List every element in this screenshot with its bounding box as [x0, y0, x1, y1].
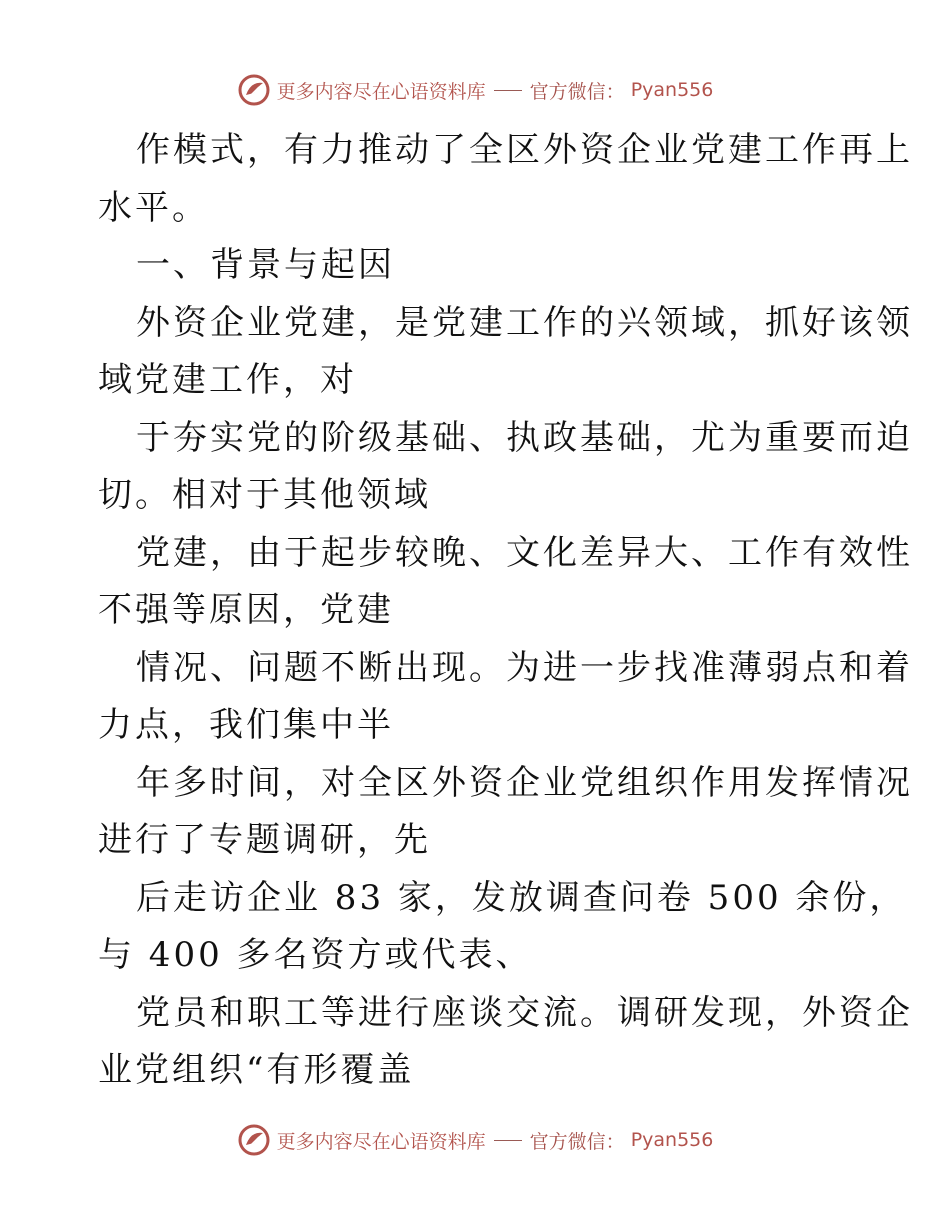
- text-line: 切。相对于其他领域: [98, 475, 431, 515]
- text-line: 进行了专题调研，先: [98, 820, 431, 860]
- watermark-brand: 更多内容尽在心语资料库: [276, 80, 486, 103]
- watermark-wechat-label: 官方微信：: [529, 1130, 625, 1153]
- document-body: [98, 122, 913, 1100]
- watermark-dash: [494, 90, 522, 91]
- text-line: 力点，我们集中半: [98, 705, 394, 745]
- text-line: 党员和职工等进行座谈交流。调研发现，外资企: [136, 992, 913, 1033]
- text-line: 情况、问题不断出现。为进一步找准薄弱点和着: [136, 647, 913, 688]
- watermark-dash: [494, 1140, 522, 1141]
- text-line: 作模式，有力推动了全区外资企业党建工作再上: [136, 130, 913, 170]
- text-line: 后走访企业 83 家，发放调查问卷 500 余份，: [136, 877, 907, 918]
- text-line: 年多时间，对全区外资企业党组织作用发挥情况: [136, 762, 913, 803]
- header-watermark: [0, 70, 950, 110]
- text-line: 一、背景与起因: [136, 245, 395, 285]
- text-line: 业党组织“有形覆盖: [98, 1050, 415, 1090]
- text-line: 党建，由于起步较晚、文化差异大、工作有效性: [136, 532, 913, 573]
- logo-icon: [237, 73, 271, 107]
- text-line: 域党建工作，对: [98, 360, 357, 400]
- watermark-brand: 更多内容尽在心语资料库: [276, 1130, 486, 1153]
- text-line: 不强等原因，党建: [98, 590, 394, 630]
- text-line: 与 400 多名资方或代表、: [98, 935, 533, 975]
- watermark-wechat-id: Pyan556: [630, 79, 714, 101]
- text-line: 于夯实党的阶级基础、执政基础，尤为重要而迫: [136, 417, 913, 458]
- text-line: 水平。: [98, 187, 209, 228]
- text-line: 外资企业党建，是党建工作的兴领域，抓好该领: [136, 302, 913, 343]
- footer-watermark: [0, 1120, 950, 1160]
- logo-icon: [237, 1123, 271, 1157]
- watermark-wechat-id: Pyan556: [630, 1129, 714, 1151]
- watermark-wechat-label: 官方微信：: [529, 80, 625, 103]
